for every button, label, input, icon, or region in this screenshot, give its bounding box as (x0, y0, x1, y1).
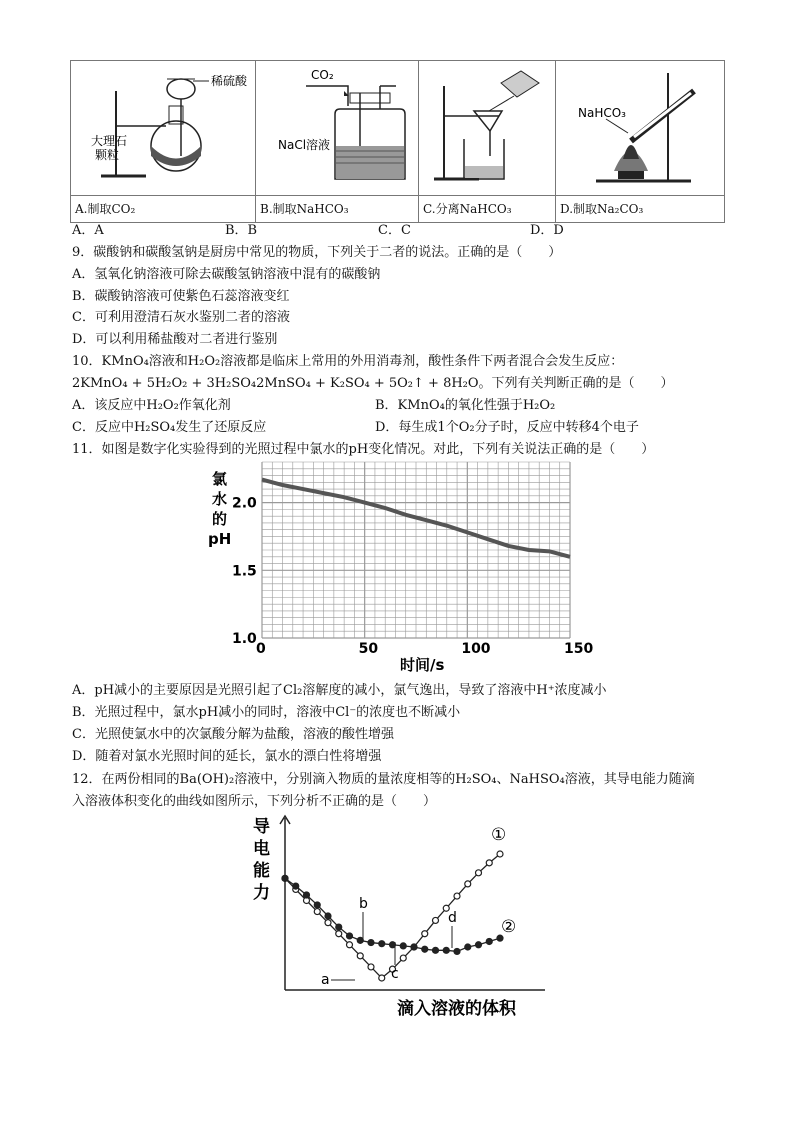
cond-point-series-2 (400, 943, 406, 949)
cond-ylabel-2: 电 (253, 839, 270, 859)
q10-equation: 2KMnO₄ + 5H₂O₂ + 3H₂SO₄2MnSO₄ + K₂SO₄ + 5O₂↑ + 8H₂O。下列有关判断正确的是（ ） (72, 376, 674, 391)
cond-series-line-1 (285, 854, 500, 978)
point-label-c: c (391, 966, 399, 982)
ph-chart-ylabel-2: 水 (212, 490, 228, 508)
ph-chart-ylabel-3: 的 (212, 510, 228, 528)
q10-option-a[interactable]: A．该反应中H₂O₂作氧化剂 (72, 398, 231, 413)
q10-option-c[interactable]: C．反应中H₂SO₄发生了还原反应 (72, 420, 267, 435)
cond-point-series-2 (325, 913, 331, 919)
series-label-2: ② (501, 917, 517, 937)
q11-stem: 11．如图是数字化实验得到的光照过程中氯水的pH变化情况。对此，下列有关说法正确的是（ ） (72, 442, 655, 457)
conductivity-chart (245, 810, 565, 1025)
gas-bottle-figure (256, 61, 418, 191)
q11-option-b[interactable]: B．光照过程中，氯水pH减小的同时，溶液中Cl⁻的浓度也不断减小 (72, 705, 461, 720)
cond-point-series-2 (282, 875, 288, 881)
cond-point-series-2 (357, 937, 363, 943)
ph-chart-ylabel-4: pH (208, 530, 232, 548)
q9-option-d[interactable]: D．可以利用稀盐酸对二者进行鉴别 (72, 332, 278, 347)
cond-series-group (282, 851, 503, 981)
q11-option-a[interactable]: A．pH减小的主要原因是光照引起了Cl₂溶解度的减小，氯气逸出，导致了溶液中H⁺浓度减小 (72, 683, 607, 698)
cond-point-series-2 (347, 933, 353, 939)
point-label-d: d (448, 910, 457, 926)
apparatus-b-cell (256, 61, 419, 196)
cond-point-series-2 (293, 883, 299, 889)
heating-figure (556, 61, 724, 191)
ph-chart-xlabel: 时间/s (400, 656, 445, 674)
cond-point-series-1 (314, 909, 320, 915)
q9-option-c[interactable]: C．可利用澄清石灰水鉴别二者的溶液 (72, 310, 290, 325)
apparatus-c-cell (419, 61, 556, 196)
cond-point-series-1 (336, 931, 342, 937)
q8-option-a[interactable]: A．A (72, 223, 104, 238)
q12-stem-2: 入溶液体积变化的曲线如图所示，下列分析不正确的是（ ） (72, 794, 437, 809)
cond-point-series-1 (497, 851, 503, 857)
q11-option-c[interactable]: C．光照使氯水中的次氯酸分解为盐酸，溶液的酸性增强 (72, 727, 394, 742)
cond-point-series-1 (400, 955, 406, 961)
ph-x-tick: 100 (461, 641, 491, 657)
caption-b: B.制取NaHCO₃ (256, 196, 419, 223)
q8-option-c[interactable]: C．C (378, 223, 411, 238)
point-label-b: b (359, 896, 368, 912)
cond-point-series-1 (379, 975, 385, 981)
cond-point-series-2 (422, 946, 428, 952)
ph-x-tick: 0 (256, 641, 266, 657)
filtration-figure (419, 61, 555, 191)
apparatus-d-cell (556, 61, 725, 196)
q10-stem: 10．KMnO₄溶液和H₂O₂溶液都是临床上常用的外用消毒剂，酸性条件下两者混合会发生反应： (72, 354, 624, 369)
label-nacl-solution: NaCl溶液 (278, 138, 331, 152)
cond-point-series-1 (347, 942, 353, 948)
cond-xlabel: 滴入溶液的体积 (397, 999, 516, 1019)
cond-point-series-2 (304, 892, 310, 898)
cond-point-series-1 (486, 860, 492, 866)
q8-option-d[interactable]: D．D (530, 223, 564, 238)
cond-ylabel-4: 力 (253, 883, 270, 903)
cond-ylabel-3: 能 (253, 861, 270, 881)
q11-option-d[interactable]: D．随着对氯水光照时间的延长，氯水的漂白性将增强 (72, 749, 382, 764)
cond-point-series-1 (433, 917, 439, 923)
cond-point-series-2 (454, 948, 460, 954)
label-granule: 颗粒 (95, 148, 120, 162)
ph-x-tick: 150 (564, 641, 594, 657)
co2-generator-figure (71, 61, 255, 191)
q10-option-b[interactable]: B．KMnO₄的氧化性强于H₂O₂ (375, 398, 556, 413)
cond-point-series-1 (357, 953, 363, 959)
ph-chart (200, 458, 600, 680)
cond-point-series-1 (422, 931, 428, 937)
ph-y-tick: 2.0 (232, 495, 257, 512)
apparatus-a-cell (71, 61, 256, 196)
cond-point-series-1 (368, 964, 374, 970)
q12-stem: 12．在两份相同的Ba(OH)₂溶液中，分别滴入物质的量浓度相等的H₂SO₄、NaHSO₄溶液，其导电能力随滴 (72, 772, 695, 787)
label-marble: 大理石 (91, 134, 128, 148)
cond-point-series-1 (325, 920, 331, 926)
caption-d: D.制取Na₂CO₃ (556, 196, 725, 223)
caption-c: C.分离NaHCO₃ (419, 196, 556, 223)
cond-point-series-1 (465, 881, 471, 887)
apparatus-table (70, 60, 725, 223)
ph-y-tick: 1.0 (232, 631, 257, 647)
cond-point-series-2 (314, 902, 320, 908)
cond-point-series-2 (476, 942, 482, 948)
point-label-a: a (321, 972, 330, 988)
cond-point-series-2 (433, 947, 439, 953)
ph-x-tick: 50 (358, 641, 379, 657)
cond-point-series-1 (454, 893, 460, 899)
q9-option-a[interactable]: A．氢氧化钠溶液可除去碳酸氢钠溶液中混有的碳酸钠 (72, 267, 381, 282)
caption-a: A.制取CO₂ (71, 196, 256, 223)
label-nahco3: NaHCO₃ (578, 106, 626, 120)
cond-point-series-2 (336, 924, 342, 930)
cond-point-series-2 (465, 944, 471, 950)
label-co2: CO₂ (311, 68, 334, 82)
label-dilute-sulfuric: 稀硫酸 (211, 74, 248, 88)
ph-y-tick: 1.5 (232, 563, 257, 580)
cond-ylabel-1: 导 (253, 817, 270, 837)
q8-option-b[interactable]: B．B (225, 223, 258, 238)
cond-point-series-2 (486, 938, 492, 944)
cond-point-series-2 (379, 941, 385, 947)
q9-stem: 9．碳酸钠和碳酸氢钠是厨房中常见的物质，下列关于二者的说法。正确的是（ ） (72, 245, 562, 260)
cond-point-series-1 (476, 870, 482, 876)
ph-chart-ylabel-1: 氯 (212, 470, 228, 488)
q10-option-d[interactable]: D．每生成1个O₂分子时，反应中转移4个电子 (375, 420, 639, 435)
cond-point-series-2 (411, 944, 417, 950)
cond-point-series-2 (368, 940, 374, 946)
series-label-1: ① (491, 825, 507, 845)
q9-option-b[interactable]: B．碳酸钠溶液可使紫色石蕊溶液变红 (72, 289, 290, 304)
cond-point-series-2 (443, 947, 449, 953)
